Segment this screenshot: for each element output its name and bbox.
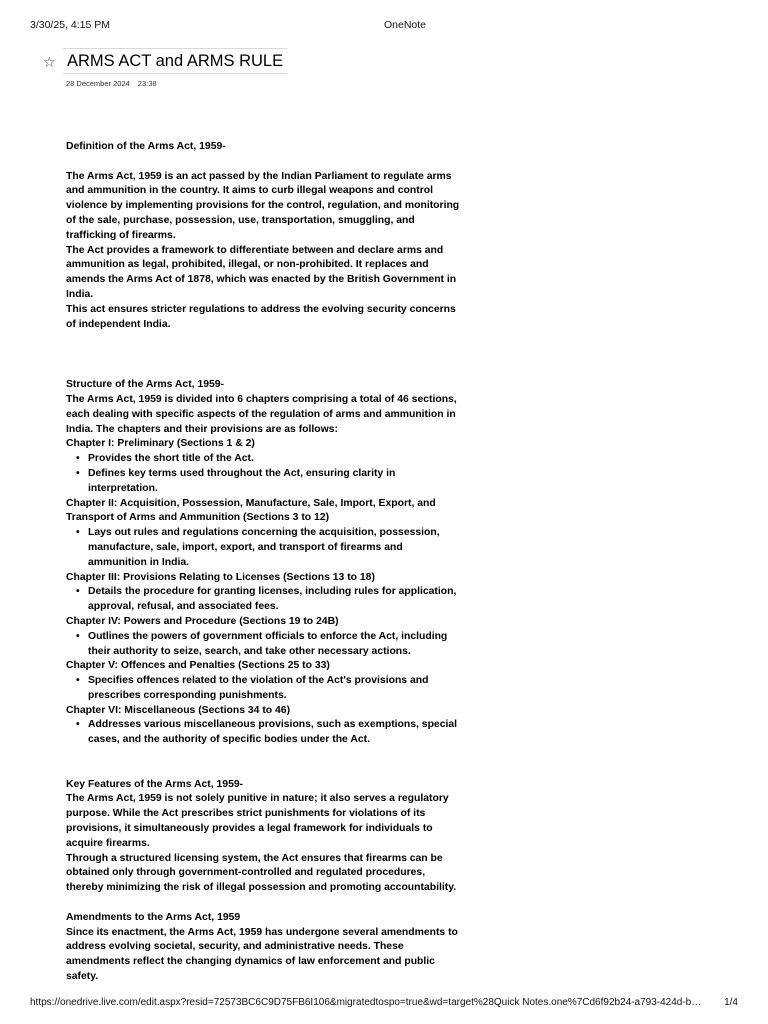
amendments-heading: Amendments to the Arms Act, 1959 <box>66 911 241 923</box>
print-header <box>30 19 738 33</box>
key-features-paragraph-2: Through a structured licensing system, the Act ensures that firearms can be obtained only through government-controlled and regulated procedures, thereby minimizing the risk of illegal possession and promoting accountability. <box>66 852 457 894</box>
chapter-bullets <box>66 526 461 570</box>
key-features-heading: Key Features of the Arms Act, 1959- <box>66 778 244 790</box>
print-app-name: OneNote <box>383 19 427 31</box>
list-item: • Provides the short title of the Act. <box>88 452 461 467</box>
print-url: https://onedrive.live.com/edit.aspx?resid=72573BC6C9D75FB6I106&migratedtospo=true&wd=target%28Quick Notes.one%7Cd6f92b24-a793-424d-b… <box>30 997 702 1008</box>
chapter-bullets <box>66 674 461 704</box>
definition-paragraph-1: The Arms Act, 1959 is an act passed by the Indian Parliament to regulate arms and ammunition in the country. It aims to curb illegal weapons and control violence by implementing provisions for the control, regulation, and monitoring of the sale, purchase, possession, use, transportation, smuggling, and trafficking of firearms. <box>66 170 460 241</box>
star-outline-icon[interactable]: ☆ <box>43 55 56 71</box>
page-title[interactable]: ARMS ACT and ARMS RULE <box>63 48 287 74</box>
chapter-title: Chapter I: Preliminary (Sections 1 & 2) <box>66 438 255 450</box>
chapter-bullets <box>66 630 461 660</box>
list-item: • Specifies offences related to the violation of the Act's provisions and prescribes corresponding punishments. <box>88 674 461 704</box>
list-item: • Lays out rules and regulations concerning the acquisition, possession, manufacture, sale, import, export, and transport of firearms and ammunition in India. <box>88 526 461 570</box>
chapter-bullets <box>66 718 461 748</box>
print-datetime: 3/30/25, 4:15 PM <box>30 19 110 31</box>
note-content <box>66 140 461 985</box>
print-footer <box>30 997 738 1011</box>
page-time: 23:38 <box>137 79 157 88</box>
key-features-paragraph-1: The Arms Act, 1959 is not solely punitive in nature; it also serves a regulatory purpose. While the Act prescribes strict punishments for violations of its provisions, it simultaneously provides a legal framework for individuals to acquire firearms. <box>66 793 449 849</box>
list-item: • Addresses various miscellaneous provisions, such as exemptions, special cases, and the authority of specific bodies under the Act. <box>88 718 461 748</box>
definition-paragraph-2: The Act provides a framework to differentiate between and declare arms and ammunition as legal, prohibited, illegal, or non-prohibited. It replaces and amends the Arms Act of 1878, which was enacted by the British Government in India. <box>66 244 457 300</box>
definition-paragraph-3: This act ensures stricter regulations to address the evolving security concerns of independent India. <box>66 303 456 330</box>
structure-heading: Structure of the Arms Act, 1959- <box>66 379 225 391</box>
page-timestamp <box>66 79 157 88</box>
chapter-title: Chapter II: Acquisition, Possession, Manufacture, Sale, Import, Export, and Transport of Arms and Ammunition (Sections 3 to 12) <box>66 497 436 524</box>
amendments-paragraph-1: Since its enactment, the Arms Act, 1959 has undergone several amendments to address evolving societal, security, and administrative needs. These amendments reflect the changing dynamics of law enforcement and public safety. <box>66 926 458 983</box>
chapter-title: Chapter III: Provisions Relating to Licenses (Sections 13 to 18) <box>66 571 375 583</box>
list-item: • Details the procedure for granting licenses, including rules for application, approval, refusal, and associated fees. <box>88 585 461 615</box>
chapter-title: Chapter IV: Powers and Procedure (Sections 19 to 24B) <box>66 615 339 627</box>
chapter-title: Chapter VI: Miscellaneous (Sections 34 to 46) <box>66 704 291 716</box>
list-item: • Outlines the powers of government officials to enforce the Act, including their authority to seize, search, and take other necessary actions. <box>88 630 461 660</box>
chapter-bullets <box>66 585 461 615</box>
list-item: • Defines key terms used throughout the Act, ensuring clarity in interpretation. <box>88 467 461 497</box>
structure-intro: The Arms Act, 1959 is divided into 6 chapters comprising a total of 46 sections, each dealing with specific aspects of the regulation of arms and ammunition in India. The chapters and their provisions are as follows: <box>66 393 457 435</box>
print-page-number: 1/4 <box>724 997 738 1008</box>
chapter-title: Chapter V: Offences and Penalties (Sections 25 to 33) <box>66 660 330 672</box>
page-date: 28 December 2024 <box>66 79 130 88</box>
chapter-bullets <box>66 452 461 496</box>
definition-heading: Definition of the Arms Act, 1959- <box>66 141 226 152</box>
